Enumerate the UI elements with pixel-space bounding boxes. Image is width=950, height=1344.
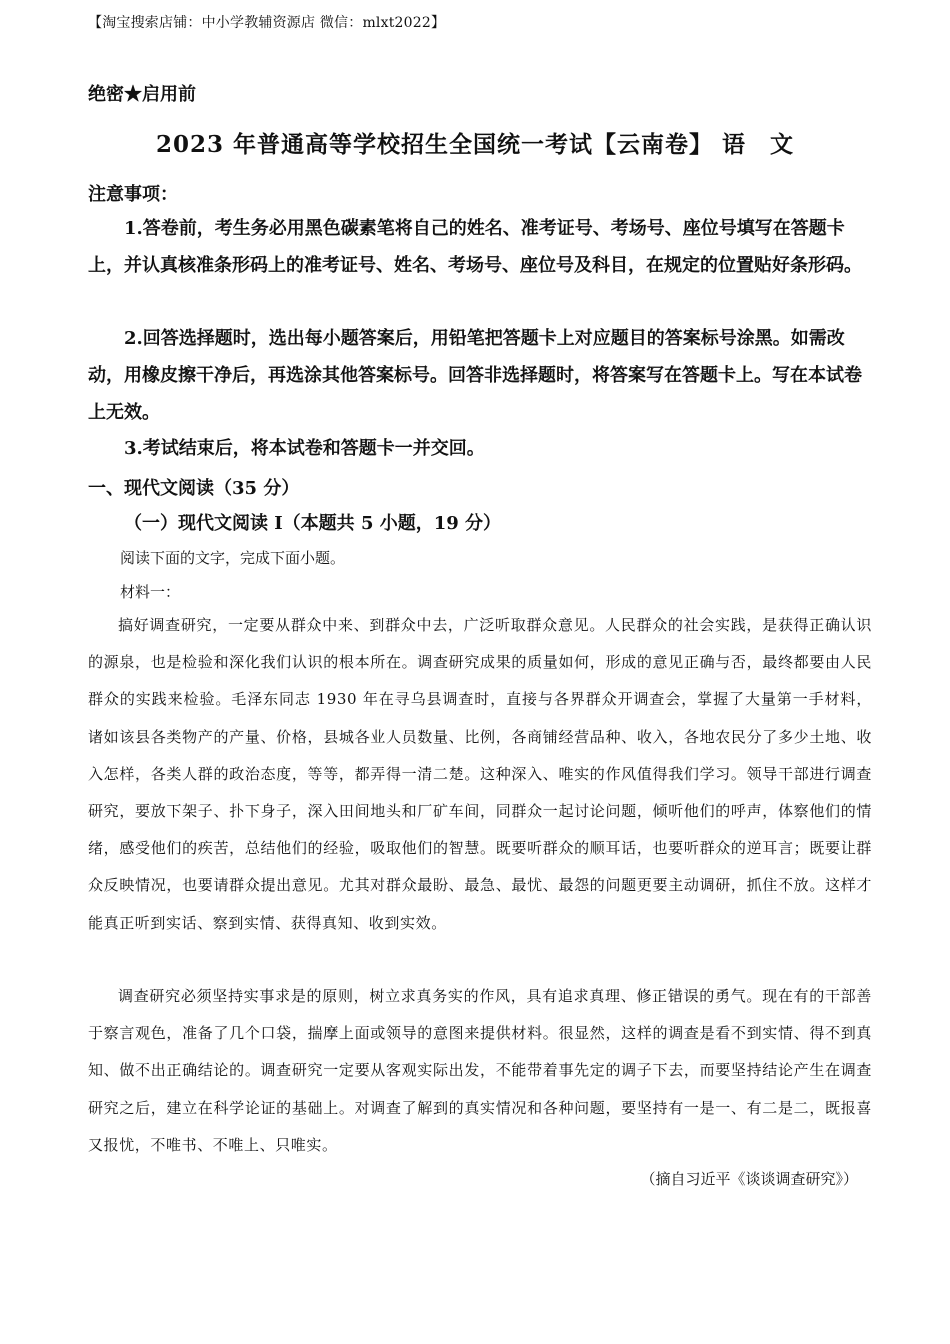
- notice-item-1: 1.答卷前，考生务必用黑色碳素笔将自己的姓名、准考证号、考场号、座位号填写在答题卡上，并认真核准条形码上的准考证号、姓名、考场号、座位号及科目，在规定的位置贴好条形码。: [88, 218, 862, 276]
- material-label: 材料一：: [120, 583, 181, 601]
- notice-item-3: 3.考试结束后，将本试卷和答题卡一并交回。: [124, 438, 485, 459]
- reading-instruction: 阅读下面的文字，完成下面小题。: [120, 549, 346, 567]
- secret-mark: 绝密★启用前: [88, 84, 196, 105]
- material-paragraph-2: 调查研究必须坚持实事求是的原则，树立求真务实的作风，具有追求真理、修正错误的勇气。现在有的干部善于察言观色，准备了几个口袋，揣摩上面或领导的意图来提供材料。很显然，这样的调查是看不到实情、得不到真知、做不出正确结论的。调查研究一定要从客观实际出发，不能带着事先定的调子下去，而要坚持结论产生在调查研究之后，建立在科学论证的基础上。对调查了解到的真实情况和各种问题，要坚持有一是一、有二是二，既报喜又报忧，不唯书、不唯上、只唯实。: [88, 987, 872, 1154]
- section-subtitle: （一）现代文阅读 I（本题共 5 小题，19 分）: [124, 513, 502, 534]
- material-source: （摘自习近平《谈谈调查研究》）: [640, 1170, 858, 1188]
- material-paragraph-1: 搞好调查研究，一定要从群众中来、到群众中去，广泛听取群众意见。人民群众的社会实践，是获得正确认识的源泉，也是检验和深化我们认识的根本所在。调查研究成果的质量如何，形成的意见正确与否，最终都要由人民群众的实践来检验。毛泽东同志 1930 年在寻乌县调查时，直接与各界群众开调查会，掌握了大量第一手材料，诸如该县各类物产的产量、价格，县城各业人员数量、比例，各商铺经营品种、收入，各地农民分了多少土地、收入怎样，各类人群的政治态度，等等，都弄得一清二楚。这种深入、唯实的作风值得我们学习。领导干部进行调查研究，要放下架子、扑下身子，深入田间地头和厂矿车间，同群众一起讨论问题，倾听他们的呼声，体察他们的情绪，感受他们的疾苦，总结他们的经验，吸取他们的智慧。既要听群众的顺耳话，也要听群众的逆耳言；既要让群众反映情况，也要请群众提出意见。尤其对群众最盼、最急、最忧、最怨的问题更要主动调研，抓住不放。这样才能真正听到实话、察到实情、获得真知、收到实效。: [88, 616, 872, 932]
- notice-item-2: 2.回答选择题时，选出每小题答案后，用铅笔把答题卡上对应题目的答案标号涂黑。如需改动，用橡皮擦干净后，再选涂其他答案标号。回答非选择题时，将答案写在答题卡上。写在本试卷上无效。: [88, 328, 862, 423]
- exam-title: 2023 年普通高等学校招生全国统一考试【云南卷】 语 文: [155, 131, 795, 158]
- header-note: 【淘宝搜索店铺：中小学教辅资源店 微信：mlxt2022】: [88, 15, 446, 31]
- section-title: 一、现代文阅读（35 分）: [88, 478, 300, 499]
- notice-heading: 注意事项：: [88, 184, 178, 205]
